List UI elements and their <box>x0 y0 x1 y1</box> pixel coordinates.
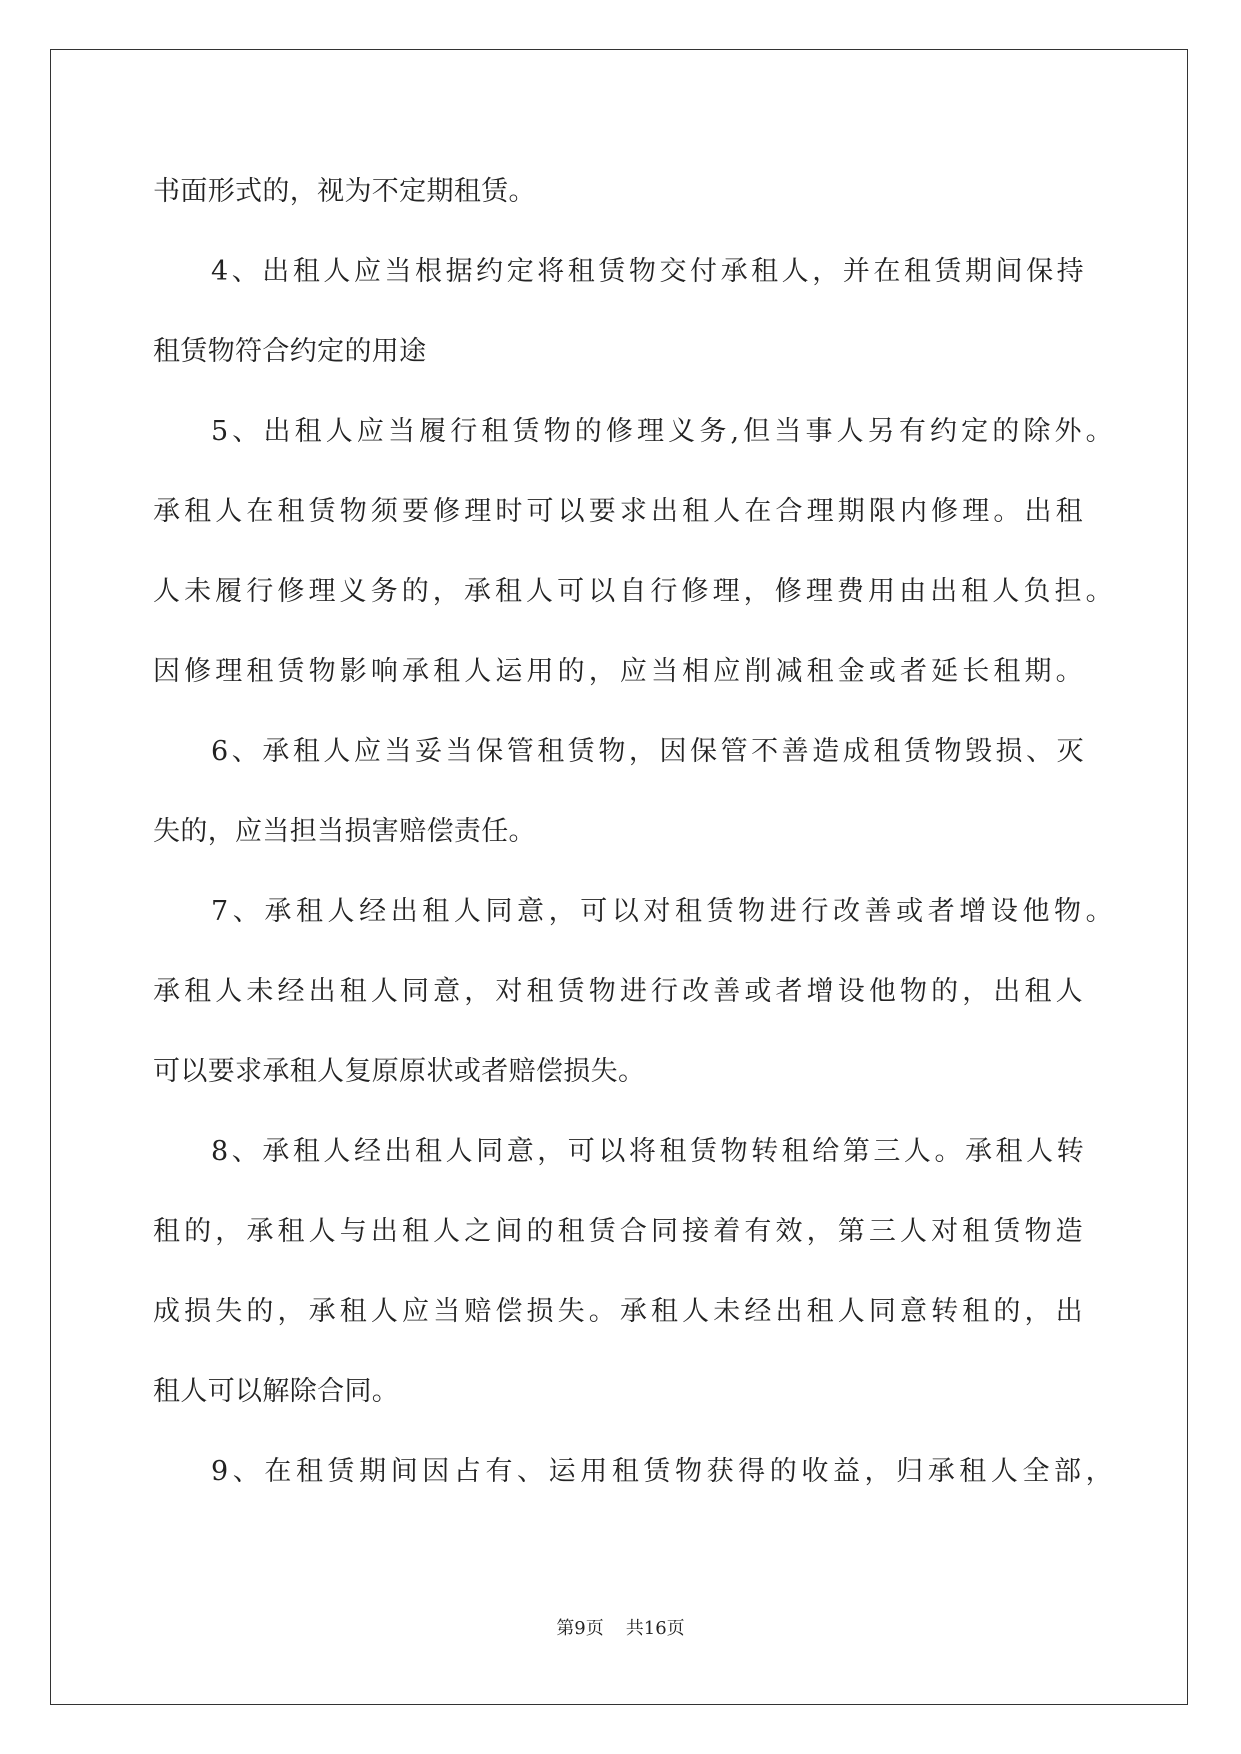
text-line: 9、在租赁期间因占有、运用租赁物获得的收益，归承租人全部， <box>211 1456 1113 1487</box>
text-line: 可以要求承租人复原原状或者赔偿损失。 <box>153 1056 646 1087</box>
text-line: 书面形式的，视为不定期租赁。 <box>153 176 536 207</box>
text-line: 成损失的，承租人应当赔偿损失。承租人未经出租人同意转租的，出 <box>153 1296 1083 1327</box>
text-line: 7、承租人经出租人同意，可以对租赁物进行改善或者增设他物。 <box>211 896 1113 927</box>
text-line: 租人可以解除合同。 <box>153 1376 400 1407</box>
text-line: 8、承租人经出租人同意，可以将租赁物转租给第三人。承租人转 <box>211 1136 1084 1167</box>
text-line: 4、出租人应当根据约定将租赁物交付承租人，并在租赁期间保持 <box>211 256 1084 287</box>
text-line: 6、承租人应当妥当保管租赁物，因保管不善造成租赁物毁损、灭 <box>211 736 1084 767</box>
text-line: 5、出租人应当履行租赁物的修理义务,但当事人另有约定的除外。 <box>211 416 1113 447</box>
text-line: 失的，应当担当损害赔偿责任。 <box>153 816 536 847</box>
page-number: 第9页 <box>556 1618 604 1639</box>
page-total: 共16页 <box>625 1618 685 1639</box>
text-line: 因修理租赁物影响承租人运用的，应当相应削减租金或者延长租期。 <box>153 656 1083 687</box>
text-line: 承租人在租赁物须要修理时可以要求出租人在合理期限内修理。出租 <box>153 496 1083 527</box>
text-line: 租的，承租人与出租人之间的租赁合同接着有效，第三人对租赁物造 <box>153 1216 1083 1247</box>
text-line: 人未履行修理义务的，承租人可以自行修理，修理费用由出租人负担。 <box>153 576 1113 607</box>
text-line: 承租人未经出租人同意，对租赁物进行改善或者增设他物的，出租人 <box>153 976 1083 1007</box>
text-line: 租赁物符合约定的用途 <box>153 336 427 367</box>
page-footer <box>0 1617 1241 1641</box>
